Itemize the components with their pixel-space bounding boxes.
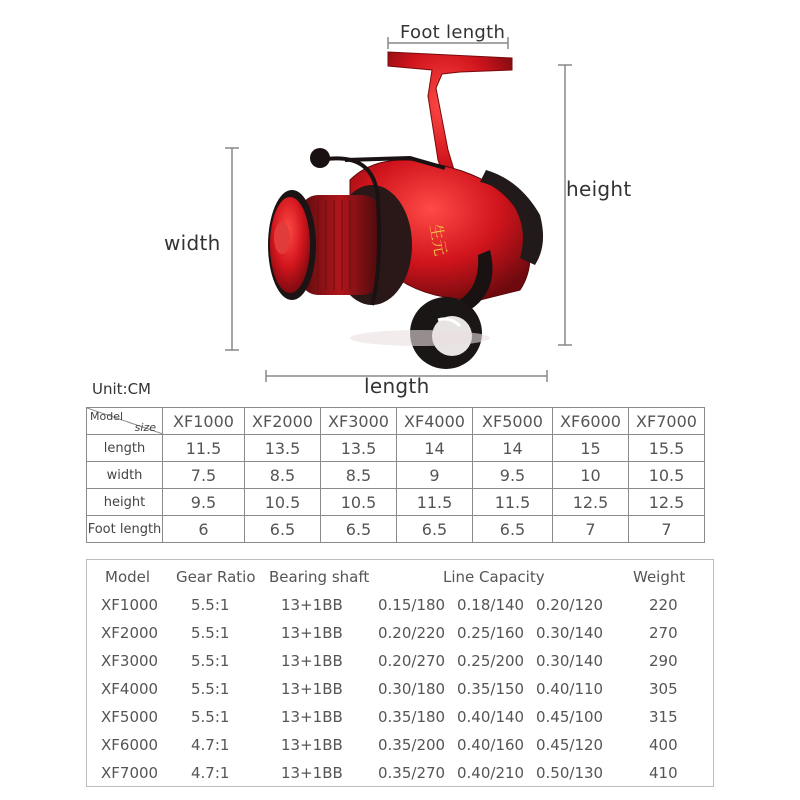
- size-cell: 10: [553, 462, 629, 489]
- spec-gear: 5.5:1: [191, 624, 230, 642]
- size-row-foot-length: [87, 516, 705, 543]
- unit-label: Unit:CM: [92, 380, 152, 398]
- size-cell: 13.5: [321, 435, 397, 462]
- model-header: XF1000: [163, 408, 245, 435]
- spec-model: XF1000: [101, 596, 159, 614]
- length-label: length: [364, 374, 430, 398]
- size-cell: 6.5: [245, 516, 321, 543]
- spec-capacity: 0.20/270: [378, 652, 446, 670]
- size-cell: 7: [629, 516, 705, 543]
- size-cell: 15.5: [629, 435, 705, 462]
- size-row-length: [87, 435, 705, 462]
- height-dimension: [558, 65, 572, 345]
- spec-weight: 410: [649, 764, 678, 782]
- spec-capacity: 0.18/140: [457, 596, 525, 614]
- col-header-gear-ratio: Gear Ratio: [176, 568, 256, 586]
- height-label: height: [566, 177, 632, 201]
- size-cell: 10.5: [321, 489, 397, 516]
- spec-capacity: 0.20/120: [536, 596, 604, 614]
- spec-gear: 5.5:1: [191, 652, 230, 670]
- spec-model: XF7000: [101, 764, 159, 782]
- size-cell: 10.5: [245, 489, 321, 516]
- spec-row: [87, 732, 713, 760]
- size-cell: 14: [473, 435, 553, 462]
- size-cell: 6.5: [321, 516, 397, 543]
- spec-bearing: 13+1BB: [281, 708, 343, 726]
- spec-capacity: 0.30/180: [378, 680, 446, 698]
- size-cell: 15: [553, 435, 629, 462]
- spec-row: [87, 592, 713, 620]
- size-table-header-row: [87, 408, 705, 435]
- size-cell: 8.5: [321, 462, 397, 489]
- spec-capacity: 0.30/140: [536, 624, 604, 642]
- size-cell: 7.5: [163, 462, 245, 489]
- spec-row: [87, 648, 713, 676]
- corner-model-label: Model: [90, 410, 124, 423]
- spec-model: XF5000: [101, 708, 159, 726]
- spec-capacity: 0.40/140: [457, 708, 525, 726]
- spec-capacity: 0.30/140: [536, 652, 604, 670]
- svg-text:生元: 生元: [426, 222, 451, 258]
- reel-spool: [268, 185, 412, 305]
- spec-capacity: 0.45/100: [536, 708, 604, 726]
- size-cell: 14: [397, 435, 473, 462]
- size-row-width: [87, 462, 705, 489]
- spec-capacity: 0.15/180: [378, 596, 446, 614]
- spec-row: [87, 704, 713, 732]
- spec-capacity: 0.40/160: [457, 736, 525, 754]
- size-cell: 9: [397, 462, 473, 489]
- size-table: [86, 407, 705, 543]
- spec-model: XF2000: [101, 624, 159, 642]
- spec-gear: 5.5:1: [191, 596, 230, 614]
- size-cell: 8.5: [245, 462, 321, 489]
- spec-capacity: 0.25/160: [457, 624, 525, 642]
- spec-weight: 305: [649, 680, 678, 698]
- size-cell: 11.5: [397, 489, 473, 516]
- size-cell: 10.5: [629, 462, 705, 489]
- spec-model: XF6000: [101, 736, 159, 754]
- spec-bearing: 13+1BB: [281, 624, 343, 642]
- model-header: XF3000: [321, 408, 397, 435]
- spec-weight: 220: [649, 596, 678, 614]
- col-header-model: Model: [105, 568, 151, 586]
- width-label: width: [164, 231, 221, 255]
- spec-row: [87, 620, 713, 648]
- spec-gear: 4.7:1: [191, 736, 230, 754]
- size-cell: 9.5: [473, 462, 553, 489]
- model-header: XF2000: [245, 408, 321, 435]
- col-header-bearing: Bearing shaft: [269, 568, 370, 586]
- row-label: length: [87, 435, 163, 462]
- spec-capacity: 0.40/210: [457, 764, 525, 782]
- col-header-weight: Weight: [633, 568, 686, 586]
- model-header: XF4000: [397, 408, 473, 435]
- spec-capacity: 0.35/270: [378, 764, 446, 782]
- foot-length-label: Foot length: [400, 22, 506, 43]
- col-header-line-capacity: Line Capacity: [443, 568, 545, 586]
- size-cell: 11.5: [163, 435, 245, 462]
- spec-bearing: 13+1BB: [281, 736, 343, 754]
- size-cell: 6.5: [397, 516, 473, 543]
- spec-capacity: 0.35/180: [378, 708, 446, 726]
- size-cell: 12.5: [553, 489, 629, 516]
- spec-row: [87, 760, 713, 788]
- reel-shadow: [350, 330, 490, 346]
- spec-header-row: [87, 564, 713, 592]
- model-header: XF5000: [473, 408, 553, 435]
- spec-weight: 400: [649, 736, 678, 754]
- spec-capacity: 0.45/120: [536, 736, 604, 754]
- spec-capacity: 0.35/150: [457, 680, 525, 698]
- size-cell: 6.5: [473, 516, 553, 543]
- size-cell: 13.5: [245, 435, 321, 462]
- spec-weight: 290: [649, 652, 678, 670]
- spec-capacity: 0.50/130: [536, 764, 604, 782]
- spec-bearing: 13+1BB: [281, 652, 343, 670]
- size-table-corner: [87, 408, 163, 435]
- size-cell: 9.5: [163, 489, 245, 516]
- spec-gear: 5.5:1: [191, 680, 230, 698]
- row-label: Foot length: [87, 516, 163, 543]
- size-cell: 12.5: [629, 489, 705, 516]
- spec-bearing: 13+1BB: [281, 764, 343, 782]
- spec-weight: 270: [649, 624, 678, 642]
- spec-capacity: 0.20/220: [378, 624, 446, 642]
- width-dimension: [225, 148, 239, 350]
- size-cell: 7: [553, 516, 629, 543]
- spec-model: XF4000: [101, 680, 159, 698]
- spec-table: [86, 559, 714, 787]
- spec-gear: 4.7:1: [191, 764, 230, 782]
- spec-bearing: 13+1BB: [281, 596, 343, 614]
- spec-weight: 315: [649, 708, 678, 726]
- size-row-height: [87, 489, 705, 516]
- model-header: XF6000: [553, 408, 629, 435]
- row-label: width: [87, 462, 163, 489]
- corner-size-label: size: [134, 421, 156, 434]
- spec-capacity: 0.25/200: [457, 652, 525, 670]
- size-cell: 11.5: [473, 489, 553, 516]
- size-cell: 6: [163, 516, 245, 543]
- spec-row: [87, 676, 713, 704]
- model-header: XF7000: [629, 408, 705, 435]
- spec-bearing: 13+1BB: [281, 680, 343, 698]
- spec-capacity: 0.40/110: [536, 680, 604, 698]
- spec-gear: 5.5:1: [191, 708, 230, 726]
- spec-capacity: 0.35/200: [378, 736, 446, 754]
- spec-model: XF3000: [101, 652, 159, 670]
- bail-roller: [310, 148, 330, 168]
- row-label: height: [87, 489, 163, 516]
